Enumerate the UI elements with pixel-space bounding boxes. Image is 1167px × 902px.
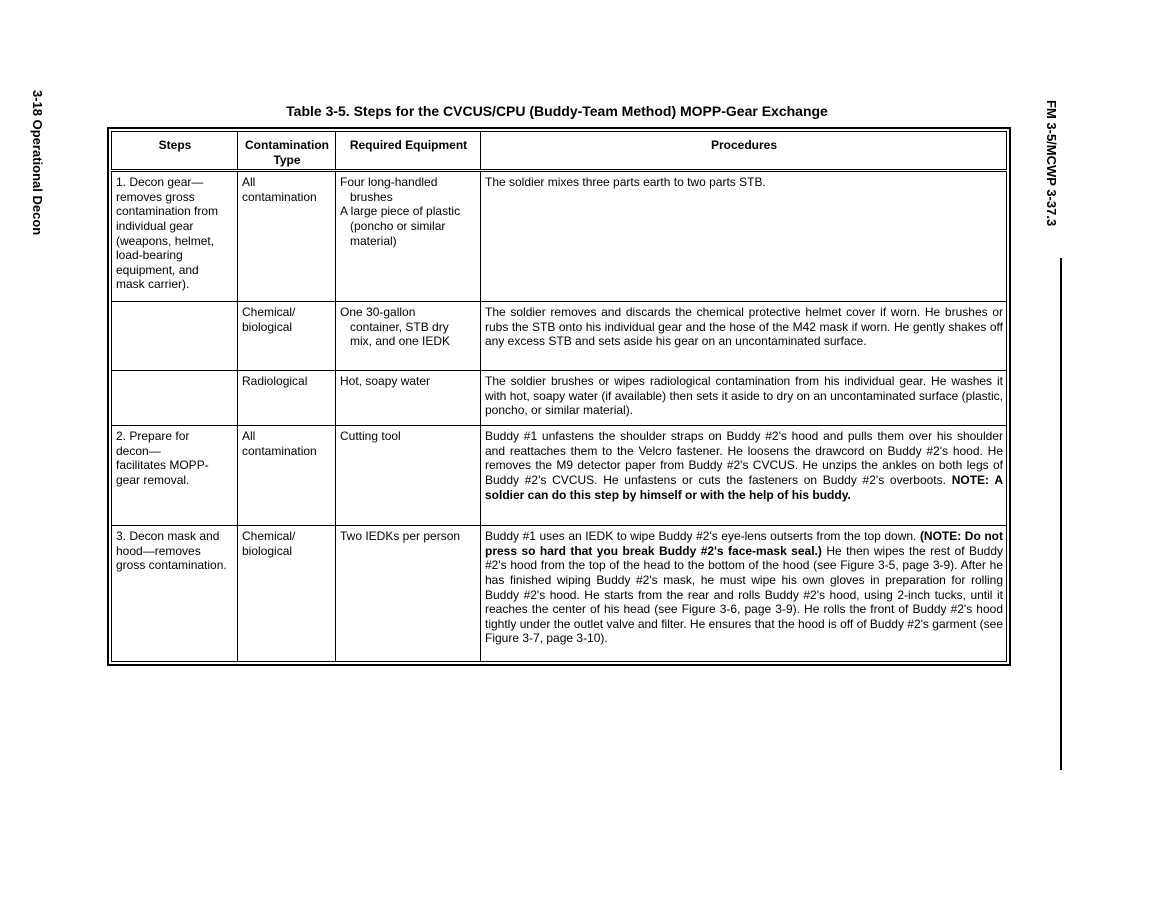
step-line: (weapons, helmet, (116, 233, 215, 248)
table-frame (107, 127, 1011, 666)
equipment-cell (336, 371, 481, 426)
type-cell (238, 171, 336, 302)
type-line: Radiological (242, 374, 308, 389)
table-header-row (112, 132, 1007, 171)
equipment-line: Cutting tool (340, 429, 401, 444)
step-line: gross contamination. (116, 558, 227, 573)
procedure-cell: The soldier mixes three parts earth to two parts STB. (481, 171, 1007, 302)
type-line: contamination (242, 189, 317, 204)
step-line: hood—removes (116, 543, 201, 558)
step-line: 1. Decon gear— (116, 175, 204, 190)
type-line: Chemical/ (242, 305, 296, 320)
step-cell (112, 171, 238, 302)
type-cell (238, 302, 336, 371)
step-line: facilitates MOPP- (116, 458, 209, 473)
equipment-cell (336, 302, 481, 371)
procedure-note: NOTE: A soldier can do this step by himself or with the help of his buddy. (485, 472, 1004, 502)
header-procedures: Procedures (481, 132, 1007, 171)
procedure-cell (481, 426, 1007, 526)
procedure-text: Buddy #1 uses an IEDK to wipe Buddy #2's eye-lens outserts from the top down. (485, 529, 917, 544)
procedure-text: Buddy #1 unfastens the shoulder straps on Buddy #2's hood and pulls them over his shoulder and reattaches them to the Velcro fastener. He loosens the drawcord on Buddy #2's hood. He removes the M9 detector paper from Buddy #2's CVCUS. He unzips the ankles on both legs of Buddy #2's CVCUS. He unfastens or cuts the fasteners on Buddy #2's overboots. (485, 429, 1003, 487)
header-type-line: Type (273, 152, 301, 167)
left-margin-header (20, 90, 54, 250)
procedure-cell (481, 526, 1007, 662)
equipment-line: (poncho or similar (350, 218, 446, 233)
procedure-note: (NOTE: Do not press so hard that you break Buddy #2's face-mask seal.) (485, 529, 1003, 558)
step-line: contamination from (116, 204, 219, 219)
table-row (112, 426, 1007, 526)
table-row (112, 171, 1007, 302)
type-line: All (242, 429, 256, 444)
equipment-line: A large piece of plastic (340, 204, 461, 219)
step-line: decon— (116, 443, 161, 458)
type-cell (238, 371, 336, 426)
type-line: All (242, 175, 256, 190)
header-type-line: Contamination (245, 138, 329, 152)
step-line: 3. Decon mask and (116, 529, 220, 544)
step-cell (112, 526, 238, 662)
table-row (112, 371, 1007, 426)
step-line: load-bearing (116, 248, 183, 263)
type-line: Chemical/ (242, 529, 296, 544)
procedure-cell: The soldier brushes or wipes radiological contamination from his individual gear. He washes it with hot, soapy water (if available) then sets it aside to dry on an uncontaminated surface (plastic, poncho, or similar material). (481, 371, 1007, 426)
equipment-line: Hot, soapy water (340, 374, 431, 389)
equipment-line: Two IEDKs per person (340, 529, 461, 544)
table-row (112, 302, 1007, 371)
table-row (112, 526, 1007, 662)
steps-table (111, 131, 1007, 662)
header-required-equipment: Required Equipment (336, 132, 481, 171)
type-line: contamination (242, 443, 317, 458)
step-line: gear removal. (116, 472, 190, 487)
procedure-text: He then wipes the rest of Buddy #2's hood from the top of the head to the bottom of the hood (see Figure 3-5, page 3-9). After he has finished wiping Buddy #2's mask, he must wipe his own gloves in preparation for rolling Buddy #2's hood. He starts from the rear and rolls Buddy #2's hood, using 2-inch tucks, until it reaches the center of his head (see Figure 3-6, page 3-9). He rolls the front of Buddy #2's hood tightly under the outlet valve and filter. He ensures that the hood is off of Buddy #2's garment (see Figure 3-7, page 3-10). (485, 543, 1003, 646)
header-steps: Steps (112, 132, 238, 171)
manual-id: FM 3-5/MCWP 3-37.3 (1044, 100, 1059, 227)
equipment-cell (336, 426, 481, 526)
equipment-line: Four long-handled (340, 175, 438, 190)
table-title: Table 3-5. Steps for the CVCUS/CPU (Buddy-Team Method) MOPP-Gear Exchange (286, 103, 828, 119)
step-line: equipment, and (116, 262, 199, 277)
equipment-line: material) (350, 233, 397, 248)
right-margin-header (1036, 100, 1066, 240)
equipment-line: container, STB dry (350, 319, 449, 334)
equipment-line: mix, and one IEDK (350, 334, 451, 349)
type-cell (238, 426, 336, 526)
step-cell (112, 371, 238, 426)
step-line: 2. Prepare for (116, 429, 190, 444)
equipment-cell (336, 171, 481, 302)
step-cell (112, 302, 238, 371)
header-contamination-type (238, 132, 336, 171)
type-cell (238, 526, 336, 662)
equipment-line: One 30-gallon (340, 305, 416, 320)
chapter-label: 3-18 Operational Decon (30, 90, 45, 236)
equipment-cell (336, 526, 481, 662)
step-cell (112, 426, 238, 526)
type-line: biological (242, 543, 293, 558)
step-line: mask carrier). (116, 277, 190, 292)
type-line: biological (242, 319, 293, 334)
procedure-cell: The soldier removes and discards the chemical protective helmet cover if worn. He brushes or rubs the STB onto his individual gear and the hose of the M42 mask if worn. He gently shakes off any excess STB and sets aside his gear on an uncontaminated surface. (481, 302, 1007, 371)
equipment-line: brushes (350, 189, 393, 204)
step-line: individual gear (116, 218, 194, 233)
step-line: removes gross (116, 189, 195, 204)
margin-rule (1060, 258, 1062, 770)
